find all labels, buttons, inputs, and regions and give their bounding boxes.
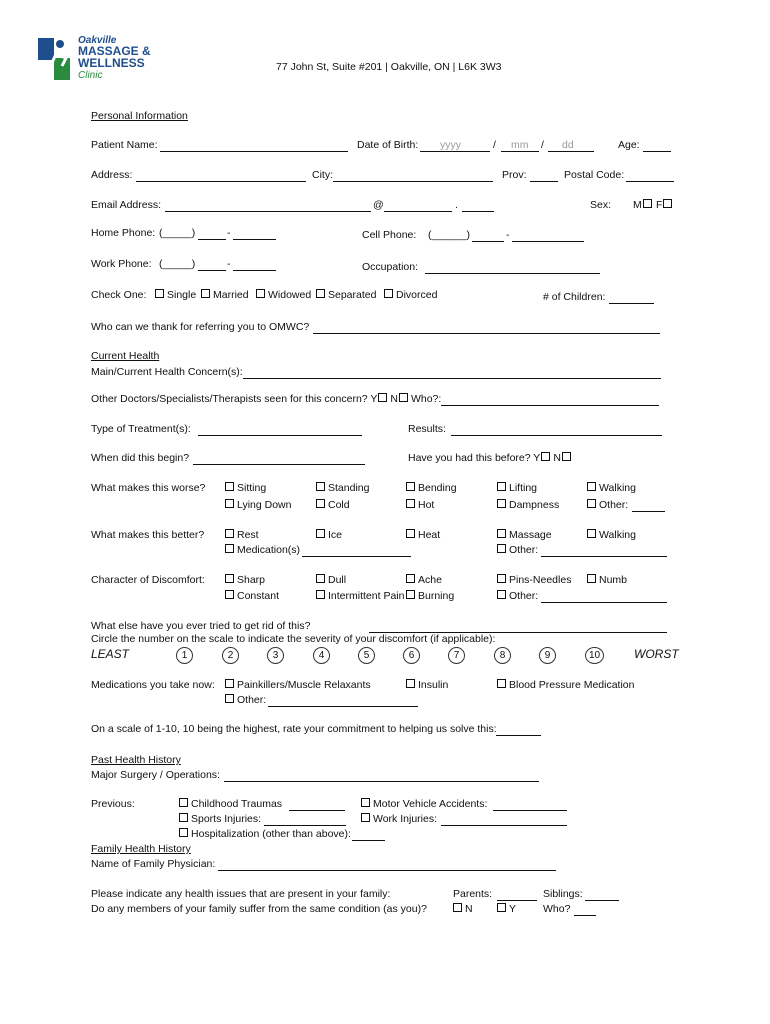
city-field[interactable]: [333, 170, 493, 182]
painkillers-checkbox[interactable]: [225, 679, 234, 688]
dull-label: Dull: [328, 574, 347, 586]
previous-label: Previous:: [91, 798, 135, 810]
cell-phone-label: Cell Phone:: [362, 229, 417, 241]
section-past-heading: Past Health History: [91, 754, 181, 766]
sex-m-label: M: [633, 199, 642, 211]
massage-checkbox[interactable]: [497, 529, 506, 538]
section-current-heading: Current Health: [91, 350, 160, 362]
divorced-label: Divorced: [396, 289, 438, 301]
concerns-field[interactable]: [243, 367, 661, 379]
sharp-label: Sharp: [237, 574, 266, 586]
parents-label: Parents:: [453, 888, 493, 900]
same-y-checkbox[interactable]: [497, 903, 506, 912]
discomfort-other-field[interactable]: [541, 591, 667, 603]
worse-hot[interactable]: [406, 499, 434, 512]
prov-field[interactable]: [530, 170, 558, 182]
ice-label: Ice: [328, 529, 343, 541]
sports-field[interactable]: [264, 814, 346, 826]
email-domain-field[interactable]: [384, 200, 452, 212]
worse-sitting[interactable]: [225, 482, 266, 495]
dob-day-placeholder: dd: [562, 139, 574, 151]
email-at: @: [373, 199, 384, 211]
had-before-n-checkbox[interactable]: [562, 452, 571, 461]
physician-field[interactable]: [218, 859, 556, 871]
scale-4[interactable]: 4: [313, 647, 330, 664]
lying-down-label: Lying Down: [237, 499, 292, 511]
address-field[interactable]: [136, 170, 306, 182]
surgery-label: Major Surgery / Operations:: [91, 769, 220, 781]
postal-label: Postal Code:: [564, 169, 625, 181]
age-label: Age:: [618, 139, 640, 151]
commitment-label: On a scale of 1-10, 10 being the highest, rate your commitment to helping us solve this:: [91, 723, 497, 735]
tried-label: What else have you ever tried to get rid of this?: [91, 620, 311, 632]
intermittent-checkbox[interactable]: [316, 590, 325, 599]
worse-bending[interactable]: [406, 482, 457, 495]
dull-checkbox[interactable]: [316, 574, 325, 583]
occupation-field[interactable]: [425, 262, 600, 274]
hot-label: Hot: [418, 499, 435, 511]
massage-label: Massage: [509, 529, 552, 541]
better-other-label: Other:: [509, 544, 539, 556]
separated-label: Separated: [328, 289, 377, 301]
better-label: What makes this better?: [91, 529, 205, 541]
results-label: Results:: [408, 423, 446, 435]
better-walking-label: Walking: [599, 529, 636, 541]
scale-9[interactable]: 9: [539, 647, 556, 664]
address-label: Address:: [91, 169, 133, 181]
worse-other-field[interactable]: [632, 500, 665, 512]
clinic-address: 77 John St, Suite #201 | Oakville, ON | L6K 3W3: [276, 61, 502, 73]
discomfort-dull[interactable]: [316, 574, 346, 587]
discomfort-other-label: Other:: [509, 590, 539, 602]
meds-other-checkbox[interactable]: [225, 694, 234, 703]
walking-checkbox[interactable]: [587, 482, 596, 491]
constant-checkbox[interactable]: [225, 590, 234, 599]
lying-down-checkbox[interactable]: [225, 499, 234, 508]
cell-phone-area[interactable]: (______): [428, 229, 471, 241]
scale-6[interactable]: 6: [403, 647, 420, 664]
discomfort-intermittent[interactable]: [316, 590, 404, 603]
dob-slash-1: /: [493, 139, 496, 151]
worse-standing[interactable]: [316, 482, 369, 495]
painkillers-label: Painkillers/Muscle Relaxants: [237, 679, 371, 691]
work-phone-number[interactable]: [233, 259, 276, 271]
had-before-n-label: N: [553, 452, 561, 464]
sex-f-option[interactable]: [656, 199, 675, 212]
referral-field[interactable]: [313, 322, 660, 334]
sports-label: Sports Injuries:: [191, 813, 262, 825]
worse-dampness[interactable]: [497, 499, 559, 512]
same-y-option[interactable]: [497, 903, 516, 916]
worse-other[interactable]: [587, 499, 628, 512]
other-docs-who-field[interactable]: [441, 394, 659, 406]
pins-needles-label: Pins-Needles: [509, 574, 572, 586]
married-label: Married: [213, 289, 249, 301]
other-docs-y-checkbox[interactable]: [378, 393, 387, 402]
discomfort-label: Character of Discomfort:: [91, 574, 205, 586]
scale-10[interactable]: 10: [585, 647, 604, 664]
better-massage[interactable]: [497, 529, 552, 542]
divorced-checkbox[interactable]: [384, 289, 393, 298]
single-label: Single: [167, 289, 197, 301]
discomfort-other-checkbox[interactable]: [497, 590, 506, 599]
prev-hosp[interactable]: [179, 828, 351, 841]
prev-work[interactable]: [361, 813, 437, 826]
better-other-checkbox[interactable]: [497, 544, 506, 553]
married-checkbox[interactable]: [201, 289, 210, 298]
cell-phone-number[interactable]: [512, 230, 584, 242]
worse-other-checkbox[interactable]: [587, 499, 596, 508]
work-injury-checkbox[interactable]: [361, 813, 370, 822]
sex-label: Sex:: [590, 199, 612, 211]
prov-label: Prov:: [502, 169, 527, 181]
cold-checkbox[interactable]: [316, 499, 325, 508]
single-checkbox[interactable]: [155, 289, 164, 298]
surgery-field[interactable]: [224, 770, 539, 782]
cell-phone-dash: -: [506, 229, 510, 241]
better-other[interactable]: [497, 544, 538, 557]
walking-label: Walking: [599, 482, 636, 494]
logo-line-1: Oakville: [78, 35, 117, 46]
insulin-checkbox[interactable]: [406, 679, 415, 688]
treatment-field[interactable]: [198, 424, 362, 436]
marital-divorced[interactable]: [384, 289, 437, 302]
bending-label: Bending: [418, 482, 457, 494]
lifting-label: Lifting: [509, 482, 538, 494]
dampness-label: Dampness: [509, 499, 560, 511]
work-injury-label: Work Injuries:: [373, 813, 437, 825]
dob-label: Date of Birth:: [357, 139, 419, 151]
dampness-checkbox[interactable]: [497, 499, 506, 508]
better-other-field[interactable]: [541, 545, 667, 557]
concerns-label: Main/Current Health Concern(s):: [91, 366, 243, 378]
same-condition-label: Do any members of your family suffer from the same condition (as you)?: [91, 903, 427, 915]
hosp-checkbox[interactable]: [179, 828, 188, 837]
home-phone-prefix[interactable]: [198, 228, 226, 240]
parents-field[interactable]: [497, 889, 537, 901]
section-personal-heading: Personal Information: [91, 110, 188, 122]
treatment-label: Type of Treatment(s):: [91, 423, 191, 435]
email-tld-field[interactable]: [462, 200, 494, 212]
medications-field[interactable]: [302, 545, 411, 557]
age-field[interactable]: [643, 140, 671, 152]
worse-cold[interactable]: [316, 499, 350, 512]
ache-checkbox[interactable]: [406, 574, 415, 583]
medications-checkbox[interactable]: [225, 544, 234, 553]
scale-5[interactable]: 5: [358, 647, 375, 664]
sex-m-option[interactable]: [633, 199, 655, 212]
prev-sports[interactable]: [179, 813, 261, 826]
sharp-checkbox[interactable]: [225, 574, 234, 583]
meds-insulin[interactable]: [406, 679, 448, 692]
scale-least: LEAST: [91, 647, 130, 661]
work-phone-dash: -: [227, 258, 231, 270]
bending-checkbox[interactable]: [406, 482, 415, 491]
medications-label: Medication(s): [237, 544, 301, 556]
mva-label: Motor Vehicle Accidents:: [373, 798, 488, 810]
severity-instruction: Circle the number on the scale to indicate the severity of your discomfort (if applicable):: [91, 633, 496, 645]
blood-pressure-label: Blood Pressure Medication: [509, 679, 635, 691]
work-phone-area[interactable]: (_____): [159, 258, 196, 270]
sex-f-label: F: [656, 199, 663, 211]
referral-label: Who can we thank for referring you to OMWC?: [91, 321, 310, 333]
meds-blood-pressure[interactable]: [497, 679, 634, 692]
email-label: Email Address:: [91, 199, 162, 211]
sports-checkbox[interactable]: [179, 813, 188, 822]
clinic-logo: [38, 36, 168, 84]
siblings-field[interactable]: [585, 889, 619, 901]
logo-line-2: MASSAGE &: [78, 44, 151, 58]
home-phone-dash: -: [227, 227, 231, 239]
meds-other[interactable]: [225, 694, 266, 707]
worse-other-label: Other:: [599, 499, 629, 511]
lifting-checkbox[interactable]: [497, 482, 506, 491]
who-field[interactable]: [574, 904, 596, 916]
better-heat[interactable]: [406, 529, 440, 542]
had-before-label: [408, 452, 574, 465]
other-docs-who-label: Who?:: [410, 393, 442, 405]
marital-separated[interactable]: [316, 289, 376, 302]
sex-m-checkbox[interactable]: [643, 199, 652, 208]
scale-worst: WORST: [634, 647, 679, 661]
worse-label: What makes this worse?: [91, 482, 206, 494]
rest-checkbox[interactable]: [225, 529, 234, 538]
children-field[interactable]: [609, 292, 654, 304]
physician-label: Name of Family Physician:: [91, 858, 216, 870]
standing-checkbox[interactable]: [316, 482, 325, 491]
dob-slash-2: /: [541, 139, 544, 151]
tried-field[interactable]: [369, 621, 667, 633]
better-rest[interactable]: [225, 529, 259, 542]
sex-f-checkbox[interactable]: [663, 199, 672, 208]
began-label: When did this begin?: [91, 452, 190, 464]
mva-field[interactable]: [493, 799, 567, 811]
results-field[interactable]: [451, 424, 662, 436]
burning-label: Burning: [418, 590, 455, 602]
sitting-checkbox[interactable]: [225, 482, 234, 491]
patient-name-label: Patient Name:: [91, 139, 158, 151]
city-label: City:: [312, 169, 333, 181]
scale-3[interactable]: 3: [267, 647, 284, 664]
separated-checkbox[interactable]: [316, 289, 325, 298]
mva-checkbox[interactable]: [361, 798, 370, 807]
began-field[interactable]: [193, 453, 365, 465]
section-family-heading: Family Health History: [91, 843, 191, 855]
had-before-y-checkbox[interactable]: [541, 452, 550, 461]
hot-checkbox[interactable]: [406, 499, 415, 508]
better-walking[interactable]: [587, 529, 636, 542]
widowed-checkbox[interactable]: [256, 289, 265, 298]
home-phone-label: Home Phone:: [91, 227, 156, 239]
scale-1[interactable]: 1: [176, 647, 193, 664]
hosp-label: Hospitalization (other than above):: [191, 828, 351, 840]
scale-8[interactable]: 8: [494, 647, 511, 664]
check-one-label: Check One:: [91, 289, 147, 301]
same-n-option[interactable]: [453, 903, 473, 916]
heat-label: Heat: [418, 529, 441, 541]
work-phone-label: Work Phone:: [91, 258, 152, 270]
burning-checkbox[interactable]: [406, 590, 415, 599]
pins-needles-checkbox[interactable]: [497, 574, 506, 583]
meds-label: Medications you take now:: [91, 679, 215, 691]
discomfort-pins-needles[interactable]: [497, 574, 571, 587]
discomfort-constant[interactable]: [225, 590, 279, 603]
logo-mark-icon: [38, 36, 74, 80]
worse-lying-down[interactable]: [225, 499, 291, 512]
work-phone-prefix[interactable]: [198, 259, 226, 271]
cell-phone-prefix[interactable]: [472, 230, 504, 242]
insulin-label: Insulin: [418, 679, 449, 691]
commitment-field[interactable]: [496, 724, 541, 736]
discomfort-other[interactable]: [497, 590, 538, 603]
meds-other-label: Other:: [237, 694, 267, 706]
numb-label: Numb: [599, 574, 628, 586]
childhood-field[interactable]: [289, 799, 345, 811]
discomfort-burning[interactable]: [406, 590, 454, 603]
scale-7[interactable]: 7: [448, 647, 465, 664]
had-before-text: Have you had this before? Y: [408, 452, 541, 464]
same-y-label: Y: [509, 903, 517, 915]
meds-painkillers[interactable]: [225, 679, 371, 692]
standing-label: Standing: [328, 482, 370, 494]
marital-married[interactable]: [201, 289, 249, 302]
discomfort-ache[interactable]: [406, 574, 442, 587]
meds-other-field[interactable]: [268, 695, 418, 707]
home-phone-area[interactable]: (_____): [159, 227, 196, 239]
who-label: Who?: [543, 903, 571, 915]
other-docs-text: Other Doctors/Specialists/Therapists seen for this concern? Y: [91, 393, 378, 405]
indicate-label: Please indicate any health issues that are present in your family:: [91, 888, 391, 900]
postal-field[interactable]: [626, 170, 674, 182]
other-docs-label: [91, 393, 441, 406]
logo-line-4: Clinic: [78, 70, 103, 81]
rest-label: Rest: [237, 529, 259, 541]
better-medications[interactable]: [225, 544, 300, 557]
siblings-label: Siblings:: [543, 888, 583, 900]
other-docs-n-label: N: [390, 393, 398, 405]
heat-checkbox[interactable]: [406, 529, 415, 538]
same-n-checkbox[interactable]: [453, 903, 462, 912]
widowed-label: Widowed: [268, 289, 312, 301]
email-user-field[interactable]: [165, 200, 371, 212]
marital-widowed[interactable]: [256, 289, 311, 302]
children-label: # of Children:: [543, 291, 606, 303]
dob-year-placeholder: yyyy: [440, 139, 461, 151]
intermittent-label: Intermittent Pain: [328, 590, 405, 602]
logo-line-3: WELLNESS: [78, 56, 145, 70]
numb-checkbox[interactable]: [587, 574, 596, 583]
home-phone-number[interactable]: [233, 228, 276, 240]
better-walking-checkbox[interactable]: [587, 529, 596, 538]
hosp-field[interactable]: [352, 829, 385, 841]
other-docs-n-checkbox[interactable]: [399, 393, 408, 402]
cold-label: Cold: [328, 499, 350, 511]
email-dot: .: [455, 199, 458, 211]
worse-lifting[interactable]: [497, 482, 537, 495]
worse-walking[interactable]: [587, 482, 636, 495]
work-injury-field[interactable]: [441, 814, 567, 826]
ache-label: Ache: [418, 574, 442, 586]
sitting-label: Sitting: [237, 482, 267, 494]
patient-name-field[interactable]: [160, 140, 348, 152]
blood-pressure-checkbox[interactable]: [497, 679, 506, 688]
better-ice[interactable]: [316, 529, 342, 542]
ice-checkbox[interactable]: [316, 529, 325, 538]
prev-childhood[interactable]: [179, 798, 282, 811]
same-n-label: N: [465, 903, 473, 915]
occupation-label: Occupation:: [362, 261, 419, 273]
dob-month-placeholder: mm: [511, 139, 529, 151]
discomfort-sharp[interactable]: [225, 574, 265, 587]
marital-single[interactable]: [155, 289, 196, 302]
prev-mva[interactable]: [361, 798, 487, 811]
discomfort-numb[interactable]: [587, 574, 627, 587]
childhood-checkbox[interactable]: [179, 798, 188, 807]
scale-2[interactable]: 2: [222, 647, 239, 664]
constant-label: Constant: [237, 590, 280, 602]
childhood-label: Childhood Traumas: [191, 798, 283, 810]
